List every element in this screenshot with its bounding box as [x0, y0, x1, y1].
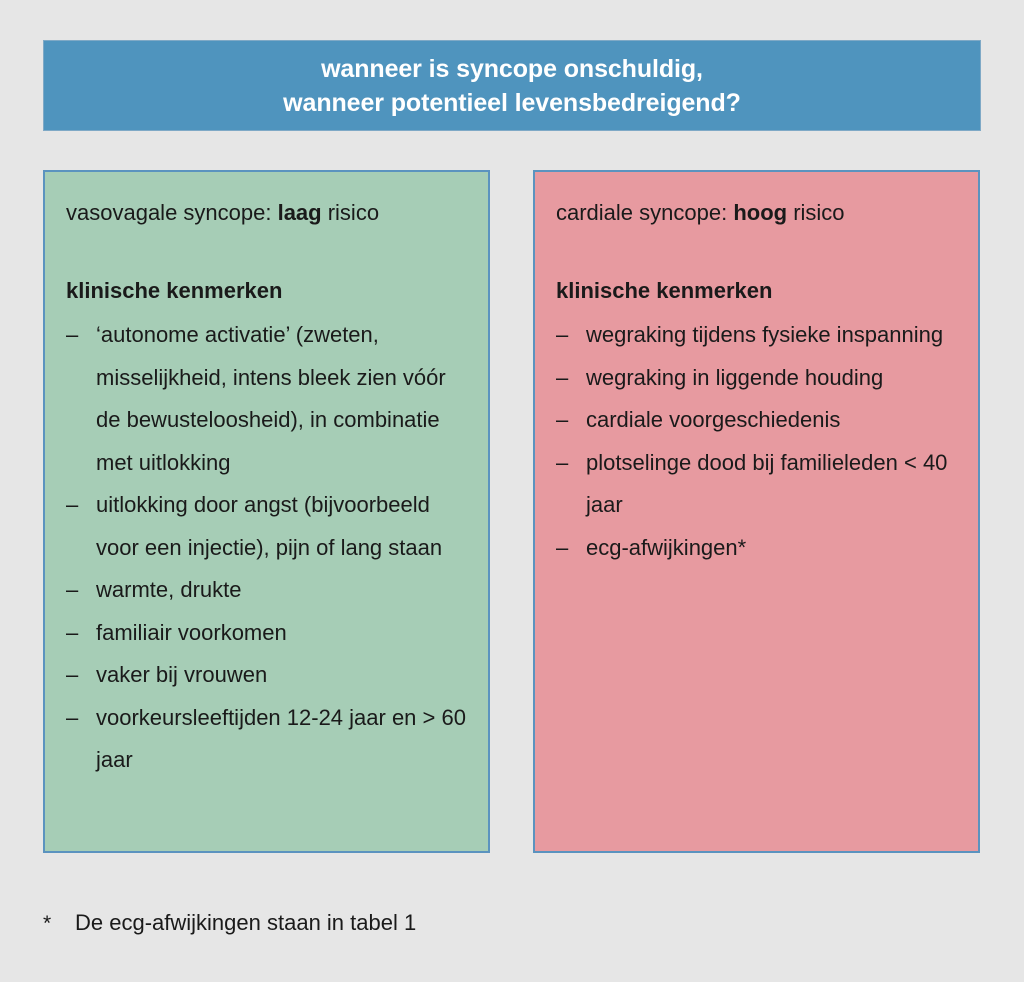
list-item-text: cardiale voorgeschiedenis: [586, 407, 841, 432]
list-item: [66, 654, 470, 697]
list-item-text: ecg-afwijkingen*: [586, 534, 747, 560]
bullet-dash-icon: –: [556, 322, 569, 347]
footnote: [43, 908, 943, 939]
header-title-line-2: wanneer potentieel levensbedreigend?: [283, 88, 741, 117]
bullet-dash-icon: –: [66, 577, 79, 602]
list-item-text: familiair voorkomen: [96, 619, 287, 645]
list-item: [66, 612, 470, 655]
header-title-line-1: wanneer is syncope onschuldig,: [321, 54, 703, 83]
list-item-text: uitlokking door angst (bijvoorbeeld voor een injectie), pijn of lang staan: [96, 492, 443, 560]
list-item-text: wegraking tijdens fysieke inspanning: [586, 322, 944, 347]
list-item: [556, 442, 960, 527]
header-banner: [43, 40, 981, 131]
list-item-text: plotselinge dood bij familieleden < 40 jaar: [586, 449, 948, 517]
list-item: [66, 697, 470, 782]
list-item: [66, 569, 470, 612]
panel-cardiac-title-prefix: cardiale syncope:: [556, 200, 734, 225]
panel-vasovagal-title-prefix: vasovagale syncope:: [66, 200, 278, 225]
list-item-text: wegraking in liggende houding: [586, 364, 884, 390]
panel-vasovagal-list: [66, 314, 470, 782]
panel-cardiac-title: [556, 198, 960, 228]
panels-container: [43, 170, 981, 853]
list-item-text: voorkeursleeftijden 12-24 jaar en > 60 jaar: [96, 704, 466, 772]
bullet-dash-icon: –: [66, 662, 79, 687]
bullet-dash-icon: –: [556, 407, 569, 432]
bullet-dash-icon: –: [66, 322, 79, 347]
list-item: [66, 484, 470, 569]
panel-vasovagal-title-suffix: risico: [321, 200, 380, 225]
list-item-text: vaker bij vrouwen: [96, 662, 268, 687]
list-item: [556, 314, 960, 357]
panel-vasovagal-syncope: [43, 170, 490, 853]
bullet-dash-icon: –: [556, 534, 569, 560]
panel-cardiac-title-suffix: risico: [787, 200, 845, 225]
panel-vasovagal-title: [66, 198, 470, 228]
list-item: [66, 314, 470, 484]
bullet-dash-icon: –: [66, 704, 79, 730]
panel-cardiac-title-emphasis: hoog: [733, 200, 788, 225]
footnote-marker: *: [43, 912, 52, 935]
panel-vasovagal-subtitle: klinische kenmerken: [66, 278, 283, 303]
panel-cardiac-syncope: [533, 170, 980, 853]
panel-vasovagal-title-emphasis: laag: [277, 200, 322, 225]
bullet-dash-icon: –: [66, 619, 79, 645]
footnote-text: De ecg-afwijkingen staan in tabel 1: [75, 910, 417, 935]
list-item: [556, 399, 960, 442]
panel-cardiac-list: [556, 314, 960, 569]
bullet-dash-icon: –: [556, 449, 569, 475]
list-item: [556, 527, 960, 570]
panel-cardiac-subtitle: klinische kenmerken: [556, 278, 773, 303]
list-item-text: ‘autonome activatie’ (zweten, misselijkheid, intens bleek zien vóór de bewusteloosheid), in combinatie met uitlokking: [96, 322, 446, 475]
list-item-text: warmte, drukte: [96, 577, 242, 602]
bullet-dash-icon: –: [66, 492, 79, 517]
bullet-dash-icon: –: [556, 364, 569, 390]
list-item: [556, 357, 960, 400]
